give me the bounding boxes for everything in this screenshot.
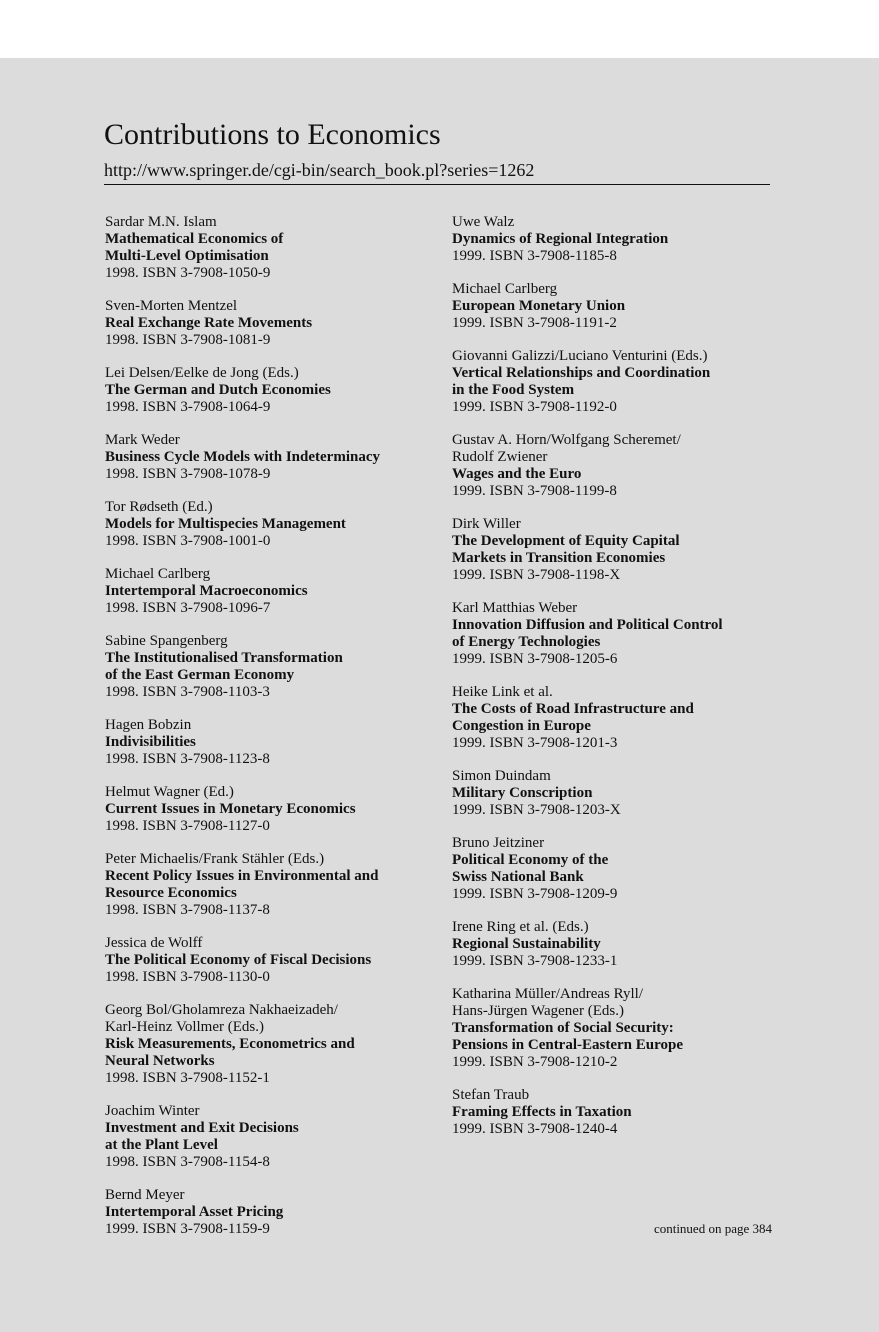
book-entry [452, 919, 772, 970]
book-entry [105, 1187, 435, 1238]
book-title: Real Exchange Rate Movements [105, 315, 313, 331]
book-title: Wages and the Euro [452, 466, 582, 482]
book-isbn: 1998. ISBN 3-7908-1081-9 [105, 332, 271, 348]
book-title: Political Economy of the [452, 852, 609, 868]
book-entry [105, 935, 435, 986]
book-title: of Energy Technologies [452, 634, 601, 650]
book-author: Helmut Wagner (Ed.) [105, 784, 234, 800]
book-author: Michael Carlberg [105, 566, 211, 582]
book-title: Framing Effects in Taxation [452, 1104, 632, 1120]
book-title: Multi-Level Optimisation [105, 248, 269, 264]
book-title: Investment and Exit Decisions [105, 1120, 299, 1136]
book-author: Bruno Jeitziner [452, 835, 545, 851]
book-isbn: 1999. ISBN 3-7908-1191-2 [452, 315, 617, 331]
book-author: Irene Ring et al. (Eds.) [452, 919, 589, 935]
book-entry [105, 784, 435, 835]
book-title: Neural Networks [105, 1053, 215, 1069]
book-entry [452, 1087, 772, 1138]
page-header [104, 117, 770, 181]
series-url: http://www.springer.de/cgi-bin/search_book.pl?series=1262 [104, 160, 535, 180]
book-title: Swiss National Bank [452, 869, 584, 885]
book-isbn: 1999. ISBN 3-7908-1203-X [452, 802, 621, 818]
book-entry [105, 633, 435, 701]
book-author: Jessica de Wolff [105, 935, 203, 951]
book-isbn: 1999. ISBN 3-7908-1199-8 [452, 483, 617, 499]
book-isbn: 1998. ISBN 3-7908-1123-8 [105, 751, 270, 767]
book-entry [105, 1103, 435, 1171]
book-title: Pensions in Central-Eastern Europe [452, 1037, 683, 1053]
left-column [105, 214, 435, 1254]
book-author: Stefan Traub [452, 1087, 530, 1103]
book-author: Gustav A. Horn/Wolfgang Scheremet/ [452, 432, 681, 448]
book-author: Sardar M.N. Islam [105, 214, 217, 230]
book-entry [452, 516, 772, 584]
book-author: Tor Rødseth (Ed.) [105, 499, 213, 515]
book-entry [452, 214, 772, 265]
book-entry [452, 281, 772, 332]
book-title: Current Issues in Monetary Economics [105, 801, 356, 817]
book-isbn: 1999. ISBN 3-7908-1209-9 [452, 886, 618, 902]
book-isbn: 1998. ISBN 3-7908-1050-9 [105, 265, 271, 281]
book-isbn: 1999. ISBN 3-7908-1198-X [452, 567, 621, 583]
book-entry [452, 348, 772, 416]
book-author: Hagen Bobzin [105, 717, 192, 733]
book-title: Intertemporal Asset Pricing [105, 1204, 284, 1220]
book-author: Sabine Spangenberg [105, 633, 228, 649]
book-isbn: 1998. ISBN 3-7908-1127-0 [105, 818, 270, 834]
book-isbn: 1999. ISBN 3-7908-1205-6 [452, 651, 618, 667]
book-author: Katharina Müller/Andreas Ryll/ [452, 986, 644, 1002]
right-column [452, 214, 772, 1154]
book-isbn: 1999. ISBN 3-7908-1159-9 [105, 1221, 270, 1237]
book-entry [105, 214, 435, 282]
book-author: Karl-Heinz Vollmer (Eds.) [105, 1019, 264, 1035]
book-entry [452, 684, 772, 752]
book-isbn: 1998. ISBN 3-7908-1001-0 [105, 533, 271, 549]
book-entry [105, 365, 435, 416]
book-author: Rudolf Zwiener [452, 449, 548, 465]
book-author: Bernd Meyer [105, 1187, 185, 1203]
book-title: of the East German Economy [105, 667, 295, 683]
header-rule [104, 184, 770, 185]
book-isbn: 1998. ISBN 3-7908-1096-7 [105, 600, 271, 616]
book-entry [105, 1002, 435, 1087]
book-title: Resource Economics [105, 885, 237, 901]
book-title: in the Food System [452, 382, 575, 398]
book-entry [452, 986, 772, 1071]
continued-note: continued on page 384 [653, 1221, 772, 1236]
book-entry [452, 835, 772, 903]
book-title: Transformation of Social Security: [452, 1020, 674, 1036]
book-isbn: 1998. ISBN 3-7908-1152-1 [105, 1070, 270, 1086]
book-author: Uwe Walz [452, 214, 515, 230]
book-title: Risk Measurements, Econometrics and [105, 1036, 355, 1052]
book-title: Models for Multispecies Management [105, 516, 346, 532]
book-title: The Development of Equity Capital [452, 533, 680, 549]
book-isbn: 1999. ISBN 3-7908-1192-0 [452, 399, 617, 415]
book-title: Military Conscription [452, 785, 593, 801]
book-entry [105, 298, 435, 349]
book-author: Mark Weder [105, 432, 180, 448]
book-entry [452, 432, 772, 500]
book-title: Vertical Relationships and Coordination [452, 365, 711, 381]
book-title: at the Plant Level [105, 1137, 218, 1153]
book-title: Dynamics of Regional Integration [452, 231, 669, 247]
book-author: Simon Duindam [452, 768, 551, 784]
book-title: The Costs of Road Infrastructure and [452, 701, 694, 717]
book-title: Indivisibilities [105, 734, 196, 750]
book-isbn: 1998. ISBN 3-7908-1130-0 [105, 969, 270, 985]
book-title: Intertemporal Macroeconomics [105, 583, 308, 599]
book-entry [452, 600, 772, 668]
book-entry [105, 499, 435, 550]
book-author: Michael Carlberg [452, 281, 558, 297]
book-author: Heike Link et al. [452, 684, 553, 700]
book-author: Dirk Willer [452, 516, 521, 532]
book-title: Mathematical Economics of [105, 231, 284, 247]
book-author: Joachim Winter [105, 1103, 200, 1119]
book-title: Markets in Transition Economies [452, 550, 666, 566]
book-author: Lei Delsen/Eelke de Jong (Eds.) [105, 365, 299, 381]
book-author: Sven-Morten Mentzel [105, 298, 238, 314]
book-title: Regional Sustainability [452, 936, 601, 952]
book-entry [105, 717, 435, 768]
book-title: The Institutionalised Transformation [105, 650, 343, 666]
book-author: Peter Michaelis/Frank Stähler (Eds.) [105, 851, 325, 867]
book-isbn: 1999. ISBN 3-7908-1240-4 [452, 1121, 618, 1137]
book-entry [452, 768, 772, 819]
book-entry [105, 851, 435, 919]
book-author: Giovanni Galizzi/Luciano Venturini (Eds.) [452, 348, 708, 364]
book-isbn: 1999. ISBN 3-7908-1210-2 [452, 1054, 618, 1070]
book-title: The German and Dutch Economies [105, 382, 331, 398]
book-title: Business Cycle Models with Indeterminacy [105, 449, 380, 465]
book-title: Congestion in Europe [452, 718, 591, 734]
book-isbn: 1999. ISBN 3-7908-1201-3 [452, 735, 618, 751]
book-isbn: 1998. ISBN 3-7908-1137-8 [105, 902, 270, 918]
book-title: Recent Policy Issues in Environmental and [105, 868, 379, 884]
book-isbn: 1998. ISBN 3-7908-1103-3 [105, 684, 270, 700]
book-entry [105, 432, 435, 483]
book-isbn: 1998. ISBN 3-7908-1154-8 [105, 1154, 270, 1170]
book-title: The Political Economy of Fiscal Decisions [105, 952, 372, 968]
book-author: Hans-Jürgen Wagener (Eds.) [452, 1003, 624, 1019]
series-title: Contributions to Economics [104, 118, 441, 151]
book-isbn: 1999. ISBN 3-7908-1233-1 [452, 953, 618, 969]
book-isbn: 1998. ISBN 3-7908-1078-9 [105, 466, 271, 482]
book-isbn: 1999. ISBN 3-7908-1185-8 [452, 248, 617, 264]
book-entry [105, 566, 435, 617]
book-title: Innovation Diffusion and Political Control [452, 617, 723, 633]
book-isbn: 1998. ISBN 3-7908-1064-9 [105, 399, 271, 415]
book-author: Karl Matthias Weber [452, 600, 578, 616]
book-author: Georg Bol/Gholamreza Nakhaeizadeh/ [105, 1002, 338, 1018]
book-title: European Monetary Union [452, 298, 626, 314]
